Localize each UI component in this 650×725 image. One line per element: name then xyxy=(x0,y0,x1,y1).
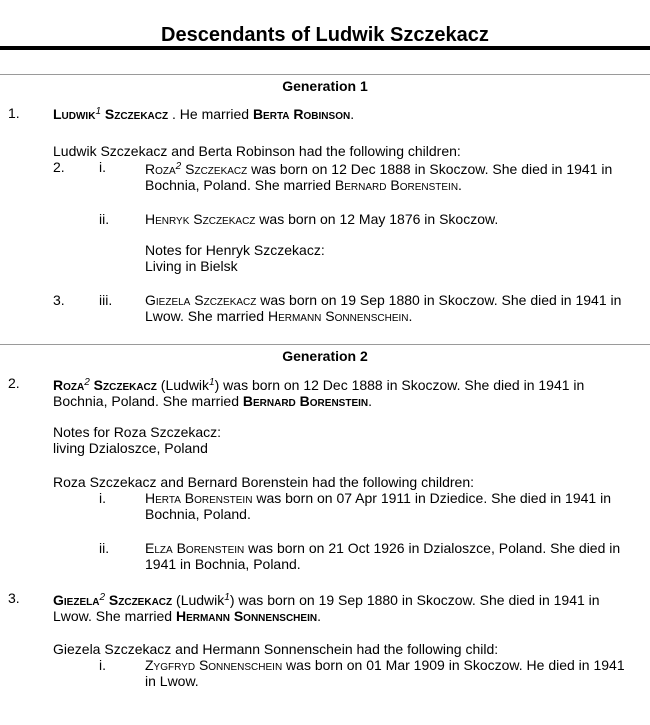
person-number: 1. xyxy=(8,105,20,121)
person-surname: Szczekacz xyxy=(104,106,169,122)
generation-superscript: 2 xyxy=(84,377,90,388)
person-number: 2. xyxy=(8,375,20,391)
person-number: 3. xyxy=(8,590,20,606)
notes-text: living Dzialoszce, Poland xyxy=(53,440,208,456)
child-given-name: Zygfryd xyxy=(145,657,196,673)
spouse-surname: Sonnenschein xyxy=(325,308,409,324)
notes-label: Notes for Roza Szczekacz: xyxy=(53,424,222,440)
child-roman: iii. xyxy=(99,292,113,308)
child-roman: i. xyxy=(99,159,106,175)
entry-text: was born on 01 Mar 1909 in Skoczow. He died in 1941 xyxy=(282,657,625,673)
child-given-name: Herta xyxy=(145,490,181,506)
title-rule xyxy=(0,46,650,50)
entry-text: . xyxy=(368,393,373,409)
spouse-given-name: Bernard xyxy=(334,177,387,193)
entry-text: was born on 19 Sep 1880 in Skoczow. She died in 1941 in xyxy=(256,292,622,308)
entry-text: was born on 12 Dec 1888 in Skoczow. She died in 1941 in xyxy=(247,161,613,177)
generation-superscript: 1 xyxy=(224,592,230,603)
child-roman: i. xyxy=(99,490,106,506)
spouse-given-name: Bernard xyxy=(242,393,296,409)
child-entry xyxy=(145,540,625,572)
spouse-given-name: Hermann xyxy=(267,308,322,324)
parent-ref: (Ludwik xyxy=(172,592,225,608)
notes-text: Living in Bielsk xyxy=(145,258,238,274)
child-surname: Borenstein xyxy=(176,540,245,556)
person-given-name: Roza xyxy=(53,377,85,393)
generation-superscript: 2 xyxy=(99,592,106,603)
children-intro: Giezela Szczekacz and Hermann Sonnenschein had the following child: xyxy=(53,641,499,657)
entry-text: . He married xyxy=(168,106,253,122)
entry-text: was born on 12 May 1876 in Skoczow. xyxy=(255,211,499,227)
child-surname: Sonnenschein xyxy=(198,657,283,673)
person-entry xyxy=(53,106,633,122)
entry-text: . xyxy=(350,106,355,122)
entry-text: in Lwow. xyxy=(145,673,199,689)
generation-heading: Generation 1 xyxy=(282,78,368,94)
spouse-surname: Sonnenschein xyxy=(233,608,318,624)
entry-text: was born on 07 Apr 1911 in Dziedice. She died in 1941 in xyxy=(252,490,611,506)
spouse-surname: Borenstein xyxy=(299,393,369,409)
spouse-given-name: Hermann xyxy=(175,608,230,624)
parent-ref: ) xyxy=(214,377,220,393)
child-entry xyxy=(145,490,625,522)
child-given-name: Henryk xyxy=(145,211,190,227)
spouse-surname: Borenstein xyxy=(390,177,459,193)
child-number: 2. xyxy=(53,159,65,175)
child-roman: ii. xyxy=(99,540,110,556)
child-entry xyxy=(145,292,625,324)
generation-heading: Generation 2 xyxy=(282,348,368,364)
entry-text: was born on 12 Dec 1888 in Skoczow. She died in 1941 in xyxy=(219,377,585,393)
person-given-name: Giezela xyxy=(53,592,100,608)
entry-text: Bochnia, Poland. She married xyxy=(145,177,335,193)
child-surname: Szczekacz xyxy=(194,292,257,308)
entry-text: . xyxy=(408,308,413,324)
person-surname: Szczekacz xyxy=(93,377,157,393)
generation-superscript: 1 xyxy=(209,377,215,388)
child-entry xyxy=(145,657,625,689)
entry-text: . xyxy=(458,177,462,193)
divider xyxy=(0,74,650,75)
child-given-name: Elza xyxy=(145,540,173,556)
child-entry xyxy=(145,161,625,193)
entry-text: Lwow. She married xyxy=(53,608,176,624)
page-title: Descendants of Ludwik Szczekacz xyxy=(161,24,489,46)
child-roman: i. xyxy=(99,657,106,673)
child-surname: Szczekacz xyxy=(193,211,256,227)
children-intro: Roza Szczekacz and Bernard Borenstein had the following children: xyxy=(53,474,475,490)
entry-text: was born on 21 Oct 1926 in Dzialoszce, Poland. She died in xyxy=(244,540,621,556)
person-entry xyxy=(53,377,633,409)
child-surname: Szczekacz xyxy=(185,161,248,177)
child-given-name: Roza xyxy=(145,161,176,177)
entry-text: was born on 19 Sep 1880 in Skoczow. She died in 1941 in xyxy=(234,592,600,608)
generation-superscript: 1 xyxy=(95,106,101,117)
person-surname: Szczekacz xyxy=(108,592,173,608)
children-intro: Ludwik Szczekacz and Berta Robinson had the following children: xyxy=(53,143,461,159)
entry-text: Bochnia, Poland. xyxy=(145,506,251,522)
parent-ref: (Ludwik xyxy=(156,377,210,393)
child-surname: Borenstein xyxy=(184,490,253,506)
child-given-name: Giezela xyxy=(145,292,191,308)
entry-text: 1941 in Bochnia, Poland. xyxy=(145,556,301,572)
person-given-name: Ludwik xyxy=(53,106,96,122)
child-entry xyxy=(145,211,625,227)
child-roman: ii. xyxy=(99,211,110,227)
spouse-surname: Robinson xyxy=(293,106,351,122)
person-entry xyxy=(53,592,633,624)
divider xyxy=(0,344,650,345)
entry-text: Lwow. She married xyxy=(145,308,268,324)
child-number: 3. xyxy=(53,292,65,308)
spouse-given-name: Berta xyxy=(252,106,290,122)
entry-text: . xyxy=(317,608,321,624)
entry-text: Bochnia, Poland. She married xyxy=(53,393,243,409)
notes-label: Notes for Henryk Szczekacz: xyxy=(145,242,325,258)
parent-ref: ) xyxy=(229,592,235,608)
generation-superscript: 2 xyxy=(175,161,182,172)
